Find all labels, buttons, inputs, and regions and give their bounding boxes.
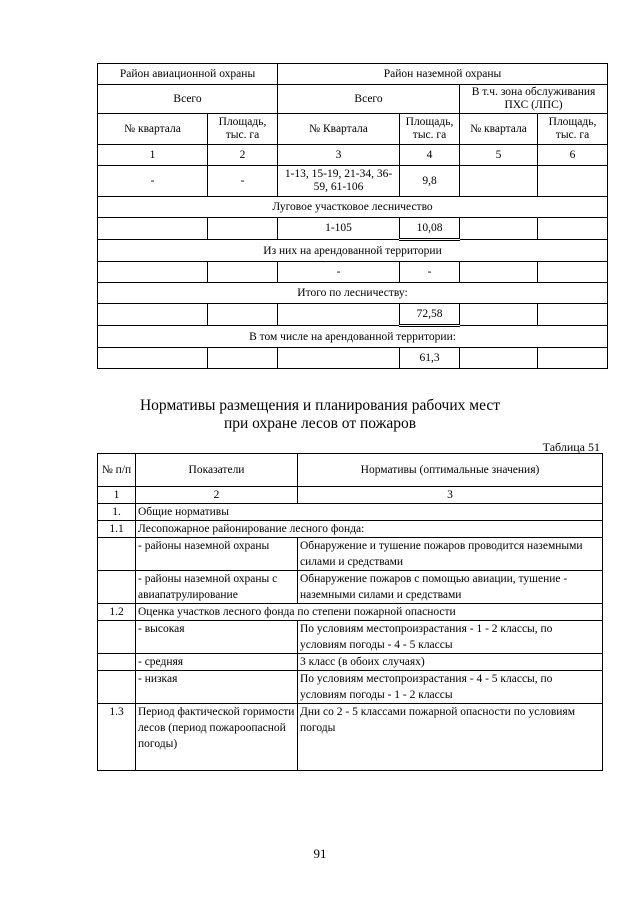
- norm: Обнаружение и тушение пожаров проводится наземными силами и средствами: [298, 538, 603, 571]
- col-area-zone: Площадь, тыс. га: [538, 114, 608, 145]
- norm: Обнаружение пожаров с помощью авиации, тушение - наземными силами и средствами: [298, 571, 603, 604]
- indicator: Период фактической горимости лесов (период пожароопасной погоды): [136, 704, 298, 771]
- table-number: Таблица 51: [542, 440, 600, 454]
- table-cell: [208, 262, 278, 283]
- indicator: - средняя: [136, 654, 298, 671]
- table-cell: 61,3: [400, 348, 460, 369]
- col-num: 3: [278, 145, 400, 166]
- table-cell: [538, 304, 608, 326]
- table-cell: [208, 218, 278, 240]
- col-quarter-zone: № квартала: [460, 114, 538, 145]
- table-cell: [538, 262, 608, 283]
- col-num: 1: [98, 487, 136, 504]
- norms-table: [97, 453, 603, 771]
- total-ground: Всего: [278, 85, 460, 114]
- indicator: - низкая: [136, 671, 298, 704]
- section-heading-line1: Нормативы размещения и планирования рабочих мест: [139, 397, 500, 414]
- col-num: 2: [208, 145, 278, 166]
- section-lug: Луговое участковое лесничество: [98, 197, 608, 218]
- table-cell: -: [98, 166, 208, 197]
- table-cell: [538, 348, 608, 369]
- table-cell: 1-105: [278, 218, 400, 240]
- col-num: 1: [98, 145, 208, 166]
- indicator: - высокая: [136, 621, 298, 654]
- table-cell: 72,58: [400, 304, 460, 326]
- section-total: Итого по лесничеству:: [98, 283, 608, 304]
- section-heading-line2: при охране лесов от пожаров: [223, 415, 417, 432]
- total-aviation: Всего: [98, 85, 278, 114]
- table-cell: 10,08: [400, 218, 460, 240]
- norm: По условиям местопроизрастания - 1 - 2 классы, по условиям погоды - 4 - 5 классы: [298, 621, 603, 654]
- col-num: 2: [136, 487, 298, 504]
- table-cell: [460, 348, 538, 369]
- table-cell: [278, 304, 400, 326]
- col-num: 5: [460, 145, 538, 166]
- norm: По условиям местопроизрастания - 4 - 5 классы, по условиям погоды - 1 - 2 классы: [298, 671, 603, 704]
- table-cell: [98, 304, 208, 326]
- table-cell: 1-13, 15-19, 21-34, 36-59, 61-106: [278, 166, 400, 197]
- col-num: 6: [538, 145, 608, 166]
- table-cell: [460, 218, 538, 240]
- table-cell: [98, 262, 208, 283]
- col-area: Площадь, тыс. га: [208, 114, 278, 145]
- zone-pxs: В т.ч. зона обслуживания ПХС (ЛПС): [460, 85, 608, 114]
- table-cell: [460, 304, 538, 326]
- empty-cell: [98, 571, 136, 604]
- page-number: 91: [313, 846, 327, 861]
- indicator: - районы наземной охраны с авиапатрулирование: [136, 571, 298, 604]
- empty-cell: [98, 671, 136, 704]
- indicator: - районы наземной охраны: [136, 538, 298, 571]
- col-indicators-header: Показатели: [136, 454, 298, 487]
- table-cell: [538, 166, 608, 197]
- empty-cell: [98, 621, 136, 654]
- col-num: 4: [400, 145, 460, 166]
- table-cell: -: [278, 262, 400, 283]
- col-quarter: № квартала: [98, 114, 208, 145]
- header-aviation: Район авиационной охраны: [98, 64, 278, 85]
- header-ground: Район наземной охраны: [278, 64, 608, 85]
- row-text: Общие нормативы: [136, 504, 603, 521]
- row-text: Оценка участков лесного фонда по степени пожарной опасности: [136, 604, 603, 621]
- norm: Дни со 2 - 5 классами пожарной опасности по условиям погоды: [298, 704, 603, 771]
- col-num-header: № п/п: [98, 454, 136, 487]
- section-rent: Из них на арендованной территории: [98, 240, 608, 262]
- table-cell: -: [400, 262, 460, 283]
- table-cell: -: [208, 166, 278, 197]
- table-cell: [278, 348, 400, 369]
- row-number: 1.2: [98, 604, 136, 621]
- row-number: 1.3: [98, 704, 136, 771]
- col-area-ground: Площадь, тыс. га: [400, 114, 460, 145]
- empty-cell: [98, 654, 136, 671]
- table-cell: 9,8: [400, 166, 460, 197]
- col-norms-header: Нормативы (оптимальные значения): [298, 454, 603, 487]
- row-number: 1.: [98, 504, 136, 521]
- empty-cell: [98, 538, 136, 571]
- table-cell: [460, 166, 538, 197]
- col-quarter-ground: № Квартала: [278, 114, 400, 145]
- row-text: Лесопожарное районирование лесного фонда:: [136, 521, 603, 538]
- table-cell: [208, 304, 278, 326]
- table-cell: [98, 348, 208, 369]
- row-number: 1.1: [98, 521, 136, 538]
- table-cell: [460, 262, 538, 283]
- table-cell: [208, 348, 278, 369]
- fire-protection-areas-table: [97, 63, 608, 369]
- section-total-rent: В том числе на арендованной территории:: [98, 326, 608, 348]
- table-cell: [98, 218, 208, 240]
- table-cell: [538, 218, 608, 240]
- col-num: 3: [298, 487, 603, 504]
- norm: 3 класс (в обоих случаях): [298, 654, 603, 671]
